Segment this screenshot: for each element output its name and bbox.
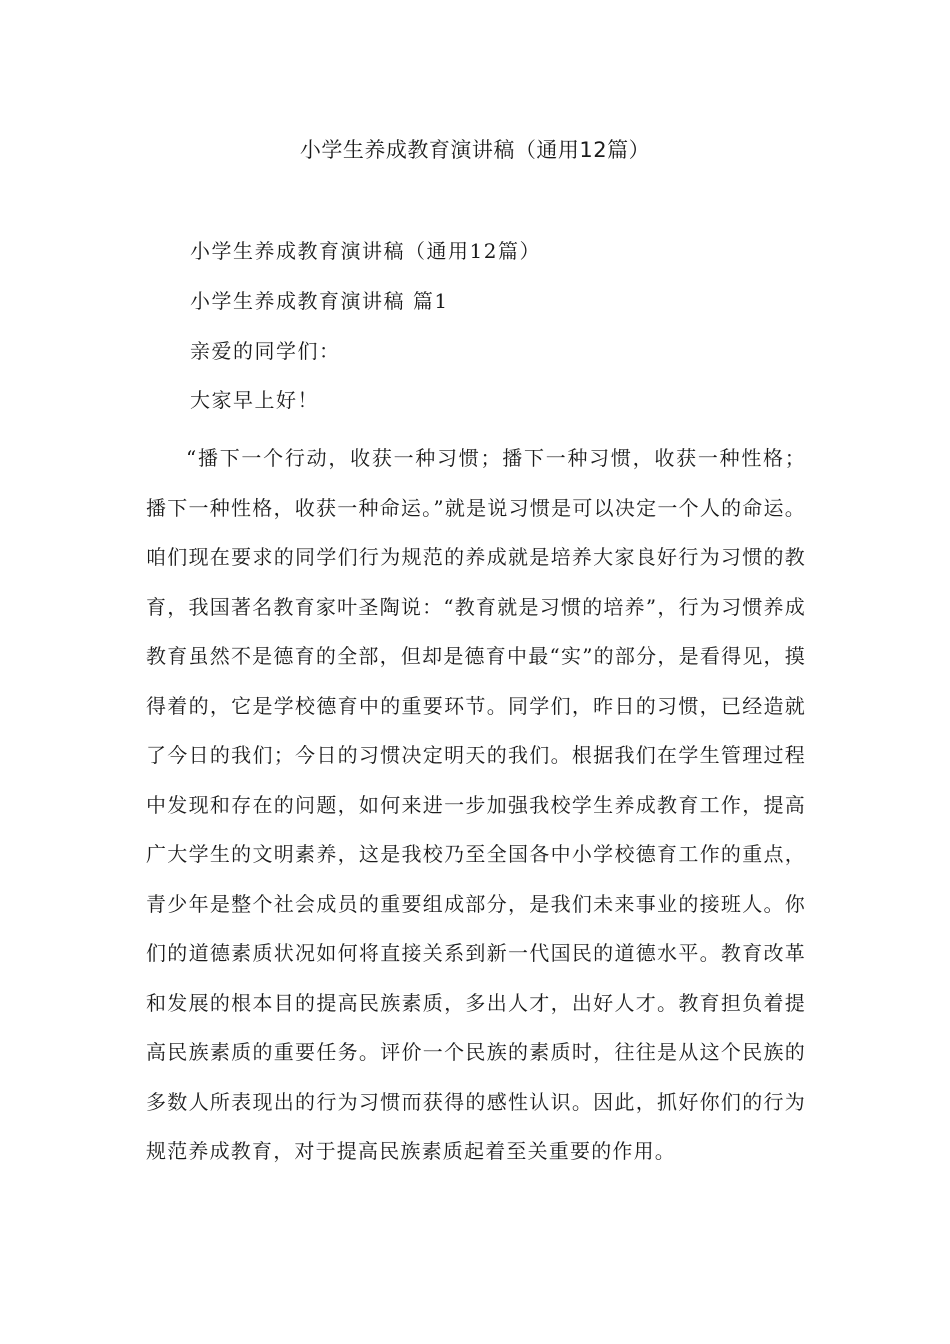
document-title: 小学生养成教育演讲稿（通用12篇） xyxy=(299,138,651,162)
body-paragraph: “播下一个行动，收获一种习惯；播下一种习惯，收获一种性格；播下一种性格，收获一种命运。”就是说习惯是可以决定一个人的命运。咱们现在要求的同学们行为规范的养成就是培养大家良好行为习惯的教育，我国著名教育家叶圣陶说：“教育就是习惯的培养”，行为习惯养成教育虽然不是德育的全部，但却是德育中最“实”的部分，是看得见，摸得着的，它是学校德育中的重要环节。同学们，昨日的习惯，已经造就了今日的我们；今日的习惯决定明天的我们。根据我们在学生管理过程中发现和存在的问题，如何来进一步加强我校学生养成教育工作，提高广大学生的文明素养，这是我校乃至全国各中小学校德育工作的重点，青少年是整个社会成员的重要组成部分，是我们未来事业的接班人。你们的道德素质状况如何将直接关系到新一代国民的道德水平。教育改革和发展的根本目的提高民族素质，多出人才，出好人才。教育担负着提高民族素质的重要任务。评价一个民族的素质时，往往是从这个民族的多数人所表现出的行为习惯而获得的感性认识。因此，抓好你们的行为规范养成教育，对于提高民族素质起着至关重要的作用。 xyxy=(146,446,806,1163)
salutation-line: 大家早上好！ xyxy=(190,388,319,412)
section-heading: 小学生养成教育演讲稿 篇1 xyxy=(190,289,449,313)
greeting-line: 亲爱的同学们： xyxy=(190,339,341,363)
document-subtitle: 小学生养成教育演讲稿（通用12篇） xyxy=(190,239,541,263)
